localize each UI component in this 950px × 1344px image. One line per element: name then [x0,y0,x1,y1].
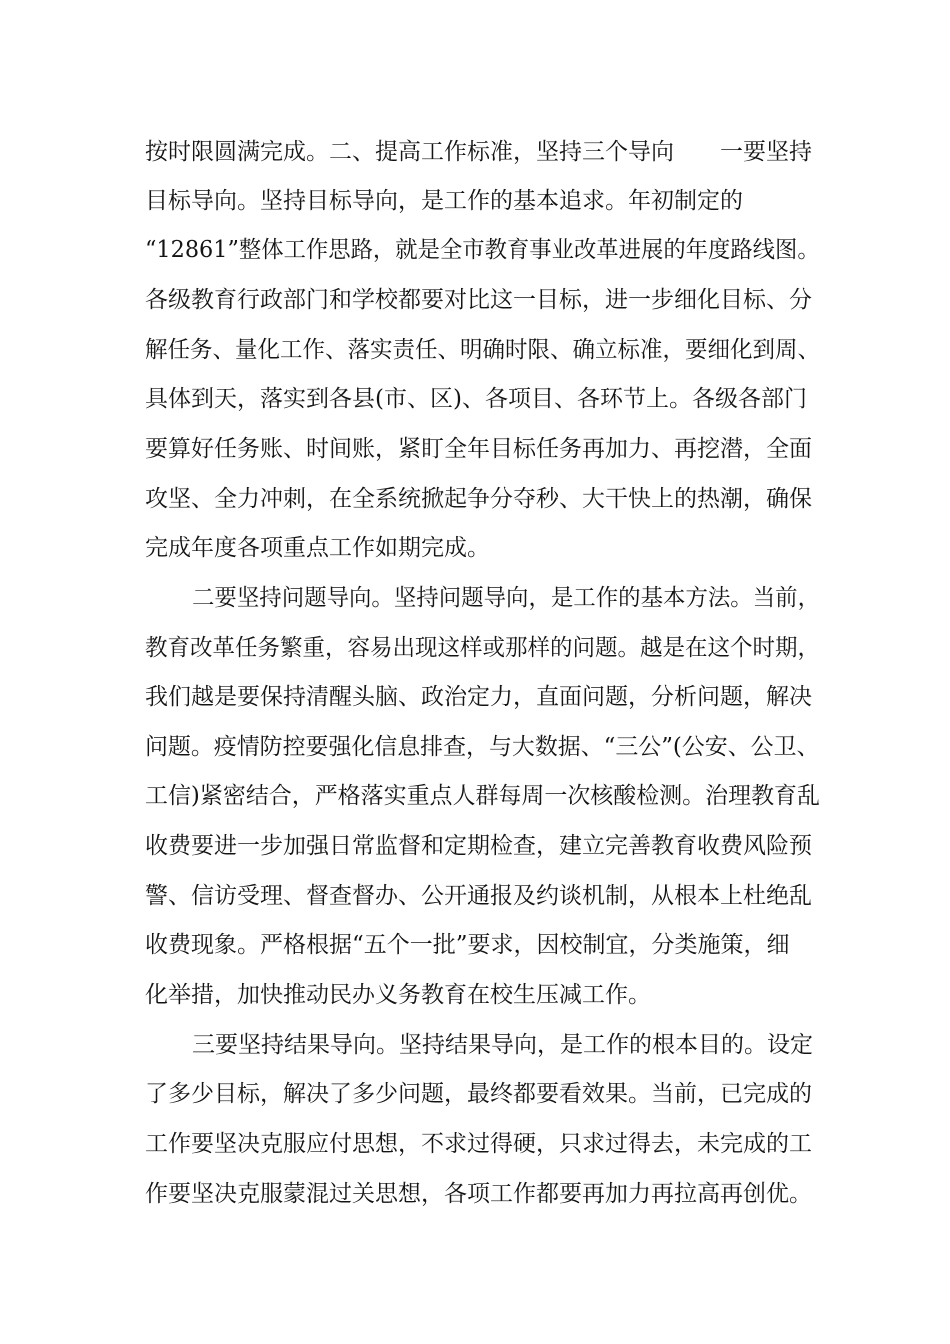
text-line-8: 攻坚、全力冲刺，在全系统掀起争分夺秒、大干快上的热潮，确保 [145,486,812,512]
text-line-7: 要算好任务账、时间账，紧盯全年目标任务再加力、再挖潜，全面 [145,436,812,462]
text-line-16: 警、信访受理、督查督办、公开通报及约谈机制，从根本上杜绝乱 [145,883,812,909]
text-line-17: 收费现象。严格根据“五个一批”要求，因校制宜，分类施策，细 [145,932,790,958]
text-line-18: 化举措，加快推动民办义务教育在校生压减工作。 [145,982,651,1008]
text-line-5: 解任务、量化工作、落实责任、明确时限、确立标准，要细化到周、 [145,337,821,363]
text-line-2: 目标导向。坚持目标导向，是工作的基本追求。年初制定的 [145,188,743,214]
text-line-14: 工信)紧密结合，严格落实重点人群每周一次核酸检测。治理教育乱 [145,783,820,809]
text-line-21: 工作要坚决克服应付思想，不求过得硬，只求过得去，未完成的工 [145,1131,812,1157]
text-line-6: 具体到天，落实到各县(市、区)、各项目、各环节上。各级各部门 [145,386,807,412]
text-line-10: 二要坚持问题导向。坚持问题导向，是工作的基本方法。当前， [192,585,821,611]
text-line-19: 三要坚持结果导向。坚持结果导向，是工作的根本目的。设定 [192,1032,813,1058]
text-line-22: 作要坚决克服蒙混过关思想，各项工作都要再加力再拉高再创优。 [145,1181,812,1207]
text-line-11: 教育改革任务繁重，容易出现这样或那样的问题。越是在这个时期， [145,635,821,661]
text-line-9: 完成年度各项重点工作如期完成。 [145,535,490,561]
text-line-3: “12861”整体工作思路，就是全市教育事业改革进展的年度路线图。 [145,237,820,263]
text-line-12: 我们越是要保持清醒头脑、政治定力，直面问题，分析问题，解决 [145,684,812,710]
text-line-15: 收费要进一步加强日常监督和定期检查，建立完善教育收费风险预 [145,833,812,859]
text-line-20: 了多少目标，解决了多少问题，最终都要看效果。当前，已完成的 [145,1081,812,1107]
text-line-13: 问题。疫情防控要强化信息排查，与大数据、“三公”(公安、公卫、 [145,734,820,760]
text-line-4: 各级教育行政部门和学校都要对比这一目标，进一步细化目标、分 [145,287,812,313]
text-line-1: 按时限圆满完成。二、提高工作标准，坚持三个导向 一要坚持 [145,139,812,165]
